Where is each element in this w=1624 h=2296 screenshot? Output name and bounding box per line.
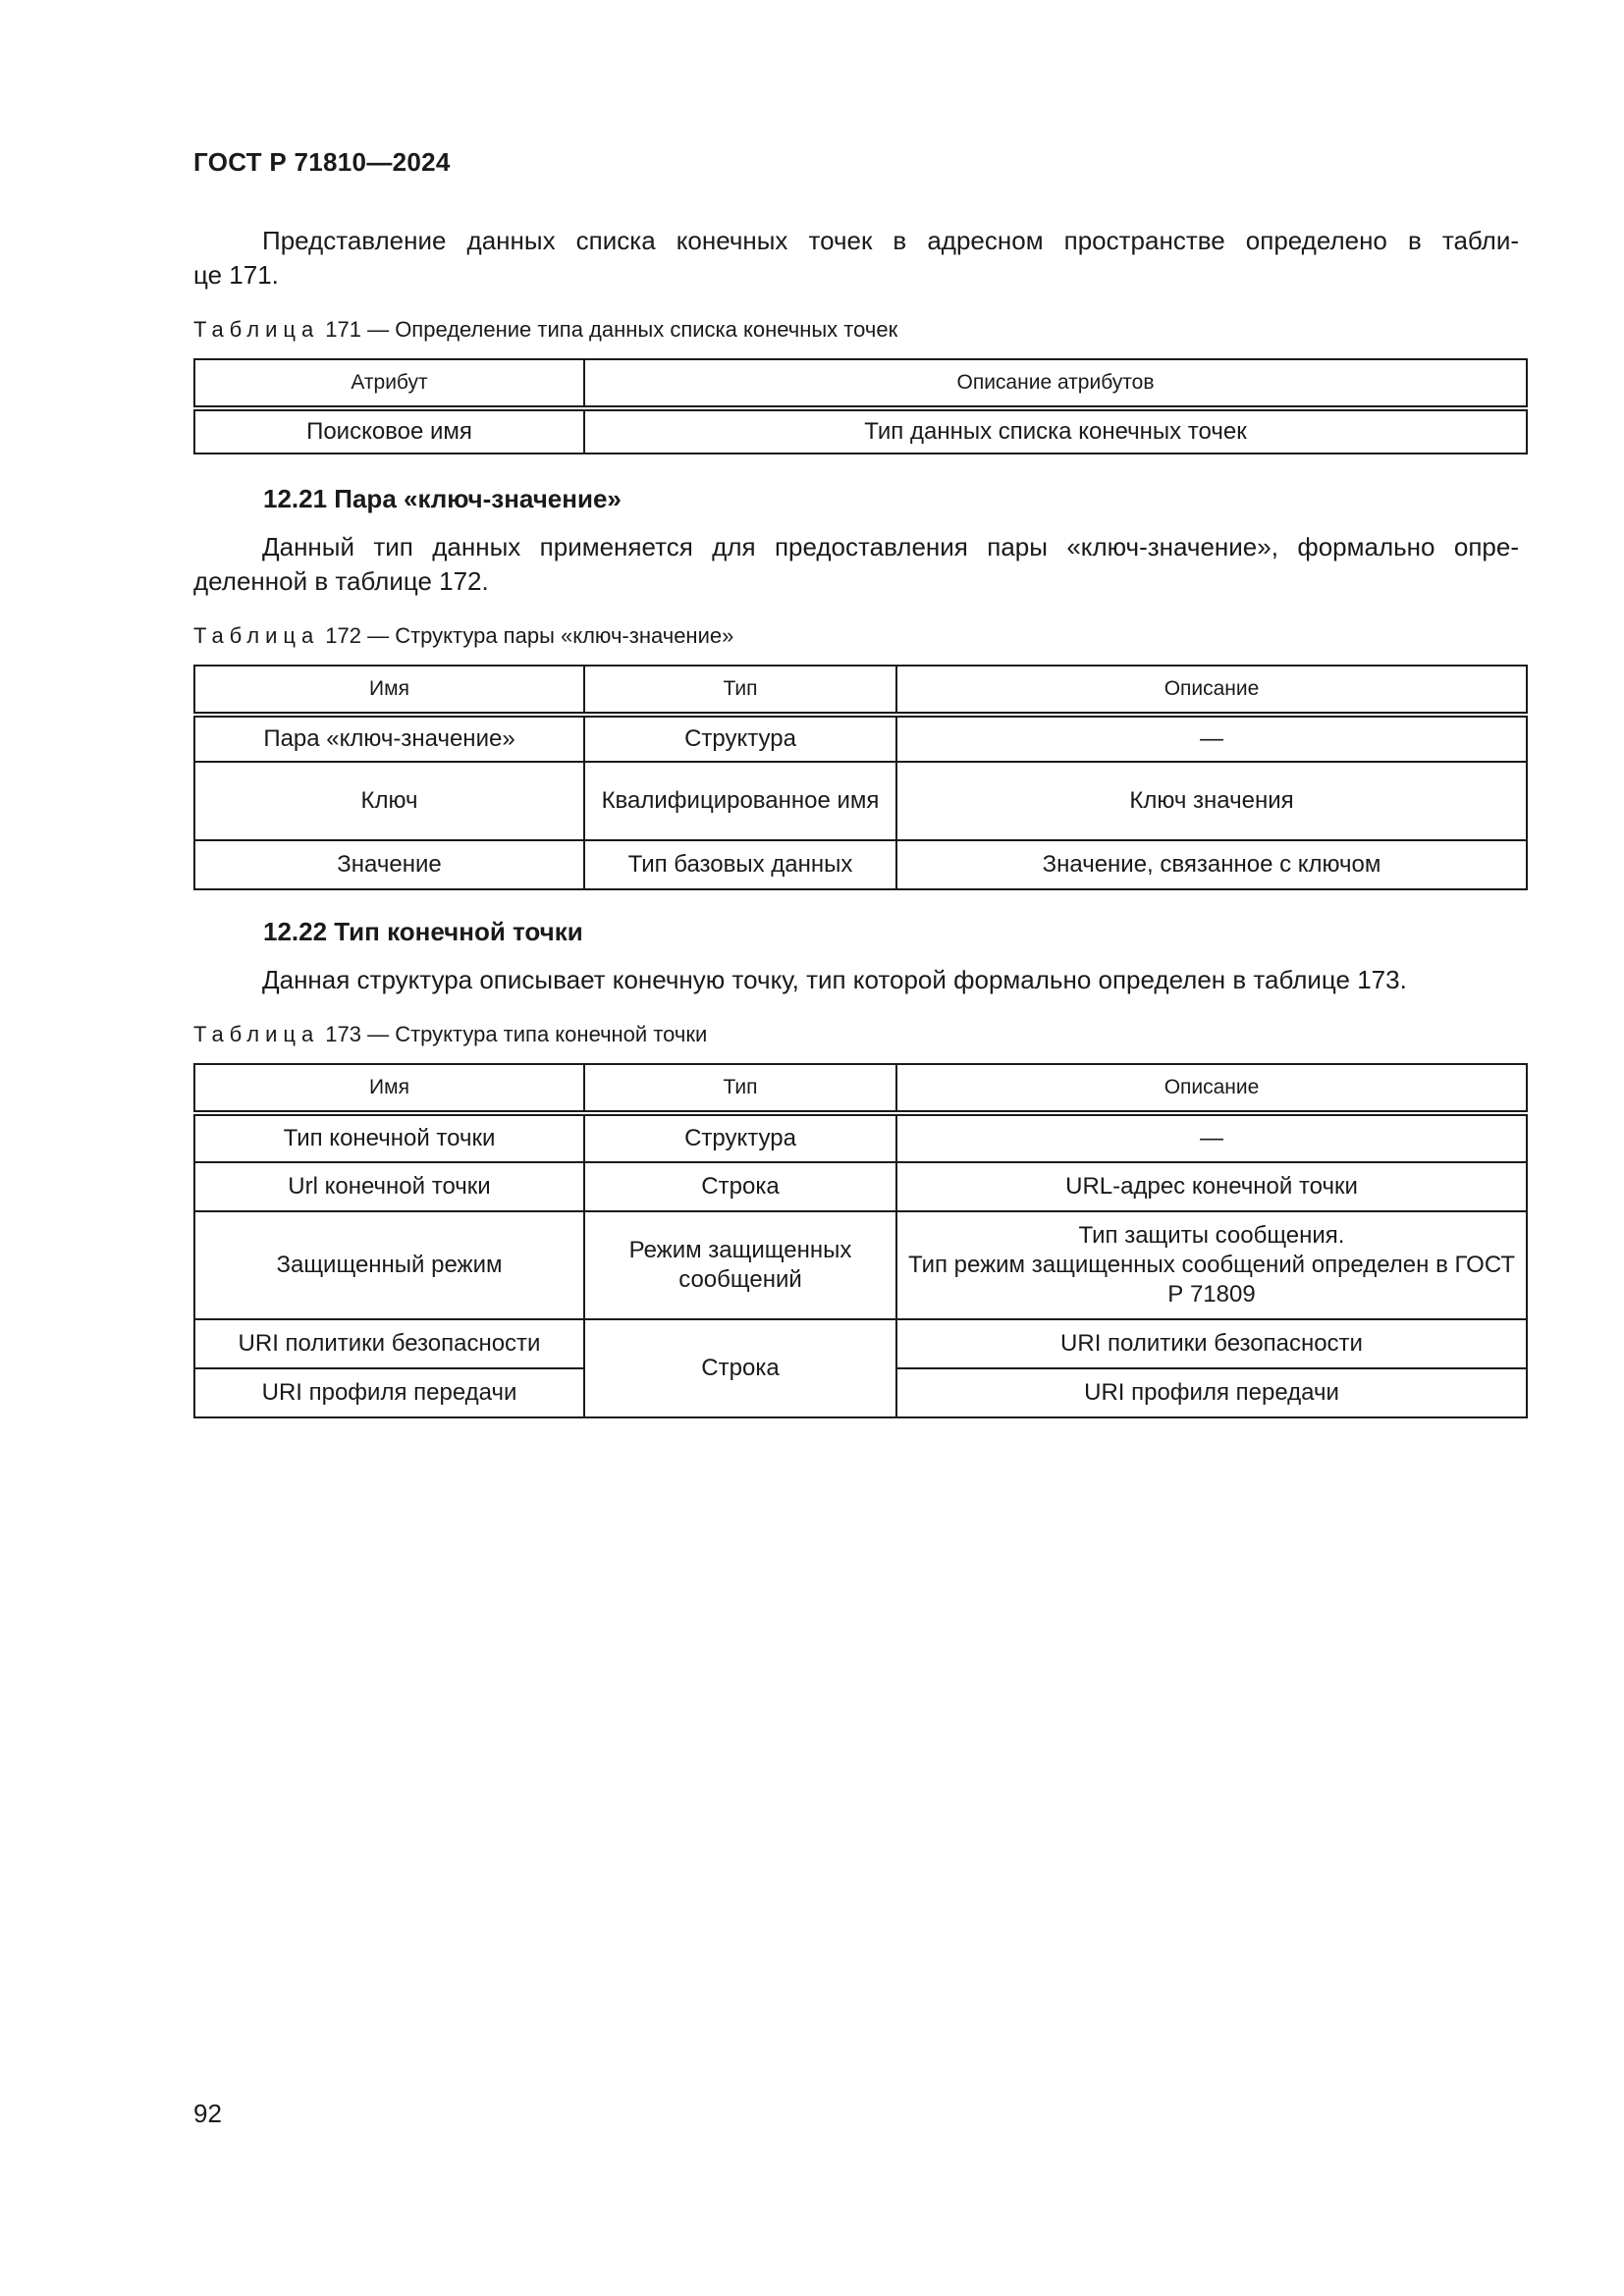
page-number: 92 <box>193 2099 222 2128</box>
table-cell: URI профиля передачи <box>896 1368 1527 1417</box>
table-row <box>194 408 1527 454</box>
table-cell: Тип базовых данных <box>584 840 896 889</box>
table-172 <box>193 665 1528 890</box>
table-cell: Значение, связанное с ключом <box>896 840 1527 889</box>
table-row <box>194 840 1527 889</box>
table-173-caption <box>193 1021 707 1048</box>
table-cell: Структура <box>584 1113 896 1162</box>
table-cell: Тип данных списка конечных точек <box>584 408 1527 454</box>
table-cell: Ключ значения <box>896 762 1527 840</box>
table-row <box>194 1319 1527 1368</box>
section-12-22-paragraph <box>193 963 1519 997</box>
table-cell: — <box>896 715 1527 762</box>
section-12-21-paragraph <box>193 530 1519 599</box>
section-12-21-line-2: деленной в таблице 172. <box>193 566 489 596</box>
table-cell: Квалифицированное имя <box>584 762 896 840</box>
table-172-header-name: Имя <box>194 666 584 715</box>
table-173-header-description: Описание <box>896 1064 1527 1113</box>
table-cell: URI политики безопасности <box>896 1319 1527 1368</box>
section-12-21-line-1: Данный тип данных применяется для предоставления пары «ключ-значение», формально опре- <box>262 532 1519 561</box>
table-cell: Значение <box>194 840 584 889</box>
table-171 <box>193 358 1528 454</box>
table-171-header-attribute: Атрибут <box>194 359 584 408</box>
table-cell: URI профиля передачи <box>194 1368 584 1417</box>
caption-text: 172 — Структура пары «ключ-значение» <box>325 623 734 648</box>
table-cell: Защищенный режим <box>194 1211 584 1319</box>
table-172-header-description: Описание <box>896 666 1527 715</box>
table-cell-merged: Строка <box>584 1319 896 1417</box>
caption-text: 171 — Определение типа данных списка конечных точек <box>325 317 898 342</box>
table-171-caption <box>193 316 897 344</box>
table-cell: Строка <box>584 1162 896 1211</box>
caption-word: Таблица <box>193 317 320 342</box>
table-row <box>194 1162 1527 1211</box>
table-cell: Пара «ключ-значение» <box>194 715 584 762</box>
table-cell: URL-адрес конечной точки <box>896 1162 1527 1211</box>
section-12-21-heading: 12.21 Пара «ключ-значение» <box>263 484 622 513</box>
section-12-22-line-1: Данная структура описывает конечную точку, тип которой формально определен в таблице 173. <box>262 965 1407 994</box>
table-row <box>194 1113 1527 1162</box>
intro-line-1: Представление данных списка конечных точек в адресном пространстве определено в табли- <box>262 226 1519 255</box>
table-cell: Режим защищенных сообщений <box>584 1211 896 1319</box>
table-row <box>194 1211 1527 1319</box>
caption-text: 173 — Структура типа конечной точки <box>325 1022 708 1046</box>
table-cell: Структура <box>584 715 896 762</box>
section-12-22-heading: 12.22 Тип конечной точки <box>263 917 583 946</box>
table-row <box>194 715 1527 762</box>
document-header: ГОСТ Р 71810—2024 <box>193 147 451 177</box>
table-cell: URI политики безопасности <box>194 1319 584 1368</box>
intro-line-2: це 171. <box>193 260 279 290</box>
table-173-header-name: Имя <box>194 1064 584 1113</box>
table-cell: Ключ <box>194 762 584 840</box>
intro-paragraph <box>193 224 1519 293</box>
caption-word: Таблица <box>193 1022 320 1046</box>
table-cell: Тип защиты сообщения. Тип режим защищенных сообщений определен в ГОСТ Р 71809 <box>896 1211 1527 1319</box>
table-172-header-type: Тип <box>584 666 896 715</box>
caption-word: Таблица <box>193 623 320 648</box>
table-173-header-type: Тип <box>584 1064 896 1113</box>
table-172-caption <box>193 622 733 650</box>
table-171-header-description: Описание атрибутов <box>584 359 1527 408</box>
table-cell: Тип конечной точки <box>194 1113 584 1162</box>
table-cell: Url конечной точки <box>194 1162 584 1211</box>
table-cell: — <box>896 1113 1527 1162</box>
table-row <box>194 762 1527 840</box>
table-cell: Поисковое имя <box>194 408 584 454</box>
table-173 <box>193 1063 1528 1418</box>
